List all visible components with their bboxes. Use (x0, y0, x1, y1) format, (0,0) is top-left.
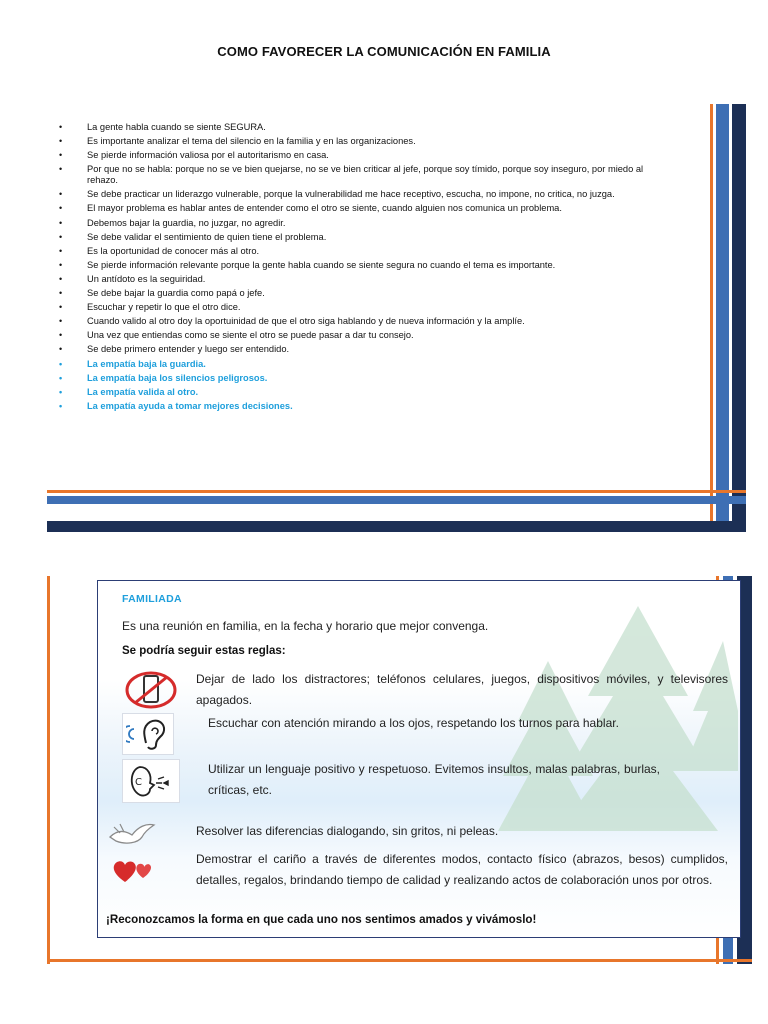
familiada-heading: FAMILIADA (122, 593, 182, 605)
slide-communication-tips (47, 104, 746, 532)
bullet-item: • La empatía ayuda a tomar mejores decisiones. (59, 401, 674, 412)
rules-heading: Se podría seguir estas reglas: (122, 645, 286, 657)
decor-bar-orange-vertical (710, 104, 713, 532)
bullet-item: • La gente habla cuando se siente SEGURA. (59, 122, 674, 133)
bullet-item: • Un antídoto es la seguiridad. (59, 274, 674, 285)
decor-bar-navy-vertical (732, 104, 746, 532)
bullet-item: • La empatía baja los silencios peligrosos. (59, 373, 674, 384)
decor-bar-orange-bottom (47, 959, 752, 962)
rule-1-text: Dejar de lado los distractores; teléfonos celulares, juegos, dispositivos móviles, y televisores apagados. (196, 672, 728, 707)
rule-4-text: Resolver las diferencias dialogando, sin gritos, ni peleas. (196, 824, 499, 838)
rule-5-text: Demostrar el cariño a través de diferentes modos, contacto físico (abrazos, besos) cumplidos, detalles, regalos, brindando tiempo de calidad y realizando actos de colaboración unos por otros. (196, 852, 728, 887)
slide-familiada (47, 576, 752, 964)
decor-bar-navy-horizontal (47, 521, 746, 532)
bullet-item: • La empatía baja la guardia. (59, 359, 674, 370)
hearts-icon (108, 853, 160, 887)
bullet-item: • Se debe bajar la guardia como papá o jefe. (59, 288, 674, 299)
bullet-list (59, 122, 674, 415)
rule-2-text: Escuchar con atención mirando a los ojos, respetando los turnos para hablar. (208, 716, 619, 730)
familiada-intro: Es una reunión en familia, en la fecha y horario que mejor convenga. (122, 619, 489, 633)
bullet-item: • Una vez que entiendas como se siente el otro se puede pasar a dar tu consejo. (59, 330, 674, 341)
bullet-item: • Debemos bajar la guardia, no juzgar, no agredir. (59, 218, 674, 229)
no-phone-icon (122, 669, 180, 713)
decor-bar-blue-horizontal (47, 496, 746, 504)
decor-bar-blue-vertical (716, 104, 729, 532)
bullet-item: • Cuando valido al otro doy la oportuinidad de que el otro siga hablando y de nueva información y la amplíe. (59, 316, 674, 327)
speaking-face-icon (122, 759, 180, 803)
document-title: COMO FAVORECER LA COMUNICACIÓN EN FAMILIA (217, 44, 551, 59)
decor-bar-orange-left (47, 576, 50, 964)
bullet-item: • La empatía valida al otro. (59, 387, 674, 398)
bullet-item: • Se pierde información valiosa por el autoritarismo en casa. (59, 150, 674, 161)
decor-bar-orange-horizontal (47, 490, 746, 493)
bullet-item: • El mayor problema es hablar antes de entender como el otro se siente, cuando alguien nos comunica un problema. (59, 203, 674, 214)
bullet-item: • Por que no se habla: porque no se ve bien quejarse, no se ve bien criticar al jefe, porque soy tímido, porque soy inseguro, por miedo al rehazo. (59, 164, 674, 186)
bullet-item: • Se debe primero entender y luego ser entendido. (59, 344, 674, 355)
closing-message: ¡Reconozcamos la forma en que cada uno nos sentimos amados y vivámoslo! (106, 913, 537, 926)
rule-3-text: Utilizar un lenguaje positivo y respetuoso. Evitemos insultos, malas palabras, burlas, críticas, etc. (208, 762, 660, 797)
bullet-item: • Es importante analizar el tema del silencio en la familia y en las organizaciones. (59, 136, 674, 147)
bullet-item: • Se pierde información relevante porque la gente habla cuando se siente segura no cuando el tema es importante. (59, 260, 674, 271)
ear-icon (122, 713, 174, 755)
bullet-item: • Se debe validar el sentimiento de quien tiene el problema. (59, 232, 674, 243)
svg-text:C: C (135, 777, 142, 788)
familiada-card (97, 580, 741, 938)
bullet-item: • Se debe practicar un liderazgo vulnerable, porque la vulnerabilidad me hace receptivo, escucha, no impone, no critica, no juzga. (59, 189, 674, 200)
bullet-item: • Es la oportunidad de conocer más al otro. (59, 246, 674, 257)
dove-icon (104, 817, 160, 851)
bullet-item: • Escuchar y repetir lo que el otro dice. (59, 302, 674, 313)
